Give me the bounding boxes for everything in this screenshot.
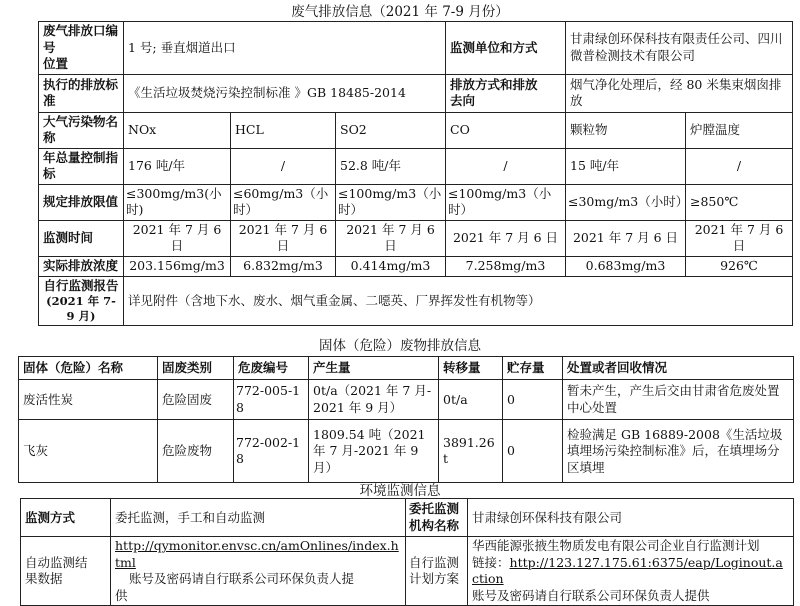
emission-limit-row [39,184,793,220]
table-row [19,380,794,420]
actual-concentration-row [39,256,793,276]
auto-monitor-note: 账号及密码请自行联系公司环保负责人提供 [115,571,355,603]
pollutant-name-row [39,112,793,148]
waste-type-cell: 危险废物 [158,420,234,483]
plan-link[interactable]: http://123.127.175.61:6375/eap/Loginout.action [472,554,783,587]
gas-discharge-label-line2: 去向 [450,93,476,108]
waste-disposal-cell: 暂未产生，产生后交由甘肃省危废处置中心处置 [563,380,794,420]
agency-value: 甘肃绿创环保科技有限公司 [468,499,794,537]
gas-outlet-label [39,22,124,75]
monitor-method-label: 监测方式 [21,499,111,537]
table-cell: / [686,148,793,184]
waste-produced-cell: 0t/a（2021 年 7 月-2021 年 9 月） [309,380,439,420]
auto-monitor-value [111,537,406,606]
table-cell: ≤100mg/m3（小时） [446,184,566,220]
self-monitor-report-row [39,276,793,326]
table-cell: ≤300mg/m3(小时) [124,184,231,220]
table-cell: 炉膛温度 [686,112,793,148]
waste-stored-cell: 0 [503,420,563,483]
table-row [39,74,793,112]
table-cell: 176 吨/年 [124,148,231,184]
gas-standard-label: 执行的排放标准 [39,74,124,112]
annual-total-label: 年总量控制指标 [39,148,124,184]
plan-label-line2: 计划方案 [409,571,460,587]
waste-transferred-cell: 0t/a [439,380,503,420]
table-cell: ≤60mg/m3（小时） [231,184,336,220]
gas-standard-value: 《生活垃圾焚烧污染控制标准 》GB 18485-2014 [124,74,446,112]
waste-name-cell: 废活性炭 [19,380,158,420]
gas-discharge-label [446,74,566,112]
column-header: 贮存量 [503,357,563,380]
plan-label-line1: 自行监测 [409,554,460,570]
self-monitor-report-value: 详见附件（含地下水、废水、烟气重金属、二噁英、厂界挥发性有机物等） [124,276,793,326]
waste-disposal-cell: 检验满足 GB 16889-2008《生活垃圾填埋场污染控制标准》后，在填埋场分区填埋 [563,420,794,483]
self-monitor-report-label-line2: (2021 年 7-9 月) [46,294,116,324]
table-cell: 0.683mg/m3 [566,256,686,276]
waste-transferred-cell: 3891.26t [439,420,503,483]
column-header: 处置或者回收情况 [563,357,794,380]
gas-outlet-value: 1 号; 垂直烟道出口 [124,22,446,75]
plan-label [406,537,468,606]
plan-note: 账号及密码请自行联系公司环保负责人提供 [472,587,710,603]
self-monitor-report-label-line1: 自行监测报告 [43,277,119,293]
table-row [19,420,794,483]
table-cell: 926℃ [686,256,793,276]
table-cell: HCL [231,112,336,148]
table-cell: CO [446,112,566,148]
plan-link-label: 链接： [472,554,510,570]
waste-produced-cell: 1809.54 吨（2021 年 7 月-2021 年 9 月） [309,420,439,483]
waste-name-cell: 飞灰 [19,420,158,483]
actual-concentration-label: 实际排放浓度 [39,256,124,276]
self-monitor-report-label [39,276,124,326]
table-cell: 203.156mg/m3 [124,256,231,276]
emission-limit-label: 规定排放限值 [39,184,124,220]
table-cell: 颗粒物 [566,112,686,148]
table-cell: SO2 [336,112,446,148]
table-cell: 52.8 吨/年 [336,148,446,184]
waste-code-cell: 772-005-18 [234,380,309,420]
table-cell: ≤100mg/m3（小时） [336,184,446,220]
table-cell: 15 吨/年 [566,148,686,184]
column-header: 固废类别 [158,357,234,380]
gas-monitor-unit-value: 甘肃绿创环保科技有限责任公司、四川微普检测技术有限公司 [566,22,793,75]
monitor-date-label: 监测时间 [39,220,124,256]
column-header: 产生量 [309,357,439,380]
agency-label-line2: 机构名称 [409,517,460,533]
agency-label [406,499,468,537]
monitor-date-row [39,220,793,256]
table-cell: 2021 年 7 月 6 日 [124,220,231,256]
env-monitor-table [20,498,794,606]
waste-gas-title: 废气排放信息（2021 年 7-9 月份） [291,4,509,20]
agency-label-line1: 委托监测 [409,501,460,517]
pollutant-name-label: 大气污染物名称 [39,112,124,148]
solid-waste-table [18,356,794,483]
table-cell: / [231,148,336,184]
waste-stored-cell: 0 [503,380,563,420]
table-cell: ≤30mg/m3（小时） [566,184,686,220]
table-cell: 7.258mg/m3 [446,256,566,276]
gas-discharge-value: 烟气净化处理后，经 80 米集束烟囱排放 [566,74,793,112]
column-header: 危废编号 [234,357,309,380]
table-row [39,22,793,75]
plan-company-line: 华西能源张掖生物质发电有限公司企业自行监测计划 [472,538,760,554]
table-cell: 6.832mg/m3 [231,256,336,276]
table-cell: 2021 年 7 月 6 日 [446,220,566,256]
table-cell: / [446,148,566,184]
auto-monitor-label-line1: 自动监测结 [25,554,88,570]
solid-waste-header-row [19,357,794,380]
waste-gas-table [38,21,793,326]
table-cell: 2021 年 7 月 6 日 [686,220,793,256]
env-monitor-title: 环境监测信息 [359,483,441,500]
plan-value [468,537,794,606]
column-header: 转移量 [439,357,503,380]
solid-waste-title: 固体（危险）废物排放信息 [319,338,481,355]
table-row [21,537,794,606]
monitor-method-value: 委托监测，手工和自动监测 [111,499,406,537]
auto-monitor-label-line2: 果数据 [25,571,63,587]
column-header: 固体（危险）名称 [19,357,158,380]
table-cell: 2021 年 7 月 6 日 [231,220,336,256]
waste-code-cell: 772-002-18 [234,420,309,483]
table-cell: ≥850℃ [686,184,793,220]
table-row [21,499,794,537]
auto-monitor-link[interactable]: http://qymonitor.envsc.cn/amOnlines/index.html [115,538,399,570]
auto-monitor-label [21,537,111,606]
table-cell: 2021 年 7 月 6 日 [336,220,446,256]
gas-monitor-unit-label: 监测单位和方式 [446,22,566,75]
gas-outlet-label-line2: 位置 [43,56,69,71]
waste-type-cell: 危险固废 [158,380,234,420]
table-cell: 2021 年 7 月 6 日 [566,220,686,256]
gas-outlet-label-line1: 废气排放口编号 [43,23,119,55]
table-cell: 0.414mg/m3 [336,256,446,276]
table-cell: NOx [124,112,231,148]
gas-discharge-label-line1: 排放方式和排放 [450,76,538,92]
annual-total-row [39,148,793,184]
